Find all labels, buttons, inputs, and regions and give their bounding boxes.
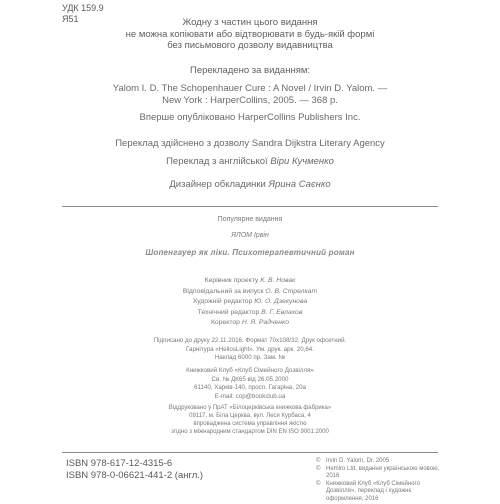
udc-code: УДК 159.9 (62, 3, 104, 13)
print-spec-line: Підписано до друку 22.11.2016. Формат 70х108/32. Друк офсетний. (153, 337, 347, 344)
publisher-line: 61140, Харків-140, просп. Гагаріна, 20а (194, 384, 306, 391)
copyright-line (316, 458, 446, 466)
credit-name: О. В. Стрелкат (265, 287, 318, 295)
credit-row (140, 318, 360, 329)
production-credits (140, 276, 360, 329)
credit-role: Відповідальний за випуск (182, 287, 264, 295)
copyright-line (316, 481, 446, 504)
translator-credit (0, 156, 500, 167)
rights-notice (0, 17, 500, 52)
publisher-line: Св. № ДК65 від 26.05.2000 (211, 375, 289, 383)
copyright-symbol: © (316, 458, 321, 464)
book-title: Шопенгауер як ліки. Психотерапевтичний роман (145, 248, 355, 257)
rights-line: Жодну з частин цього видання (182, 17, 318, 28)
printer-line: впроваджена система управління якістю (193, 421, 307, 427)
translated-from-label: Перекладено за виданням: (189, 65, 311, 76)
rights-line: без письмового дозволу видавництва (167, 40, 333, 51)
top-divider (62, 206, 438, 207)
copyright-line (316, 466, 446, 481)
credit-name: В. Г. Евлахов (261, 308, 303, 316)
publisher-email: E-mail: cop@bookclub.ua (214, 392, 286, 400)
print-spec-line: Гарнітура «HeliosLight». Ум. друк. арк. 20,64. (186, 345, 314, 353)
printer-line: 09117, м. Біла Церква, вул. Леся Курбаса, 4 (189, 413, 311, 419)
credit-role: Художній редактор (192, 298, 253, 305)
source-edition (0, 83, 500, 107)
designer-name: Ярина Саєнко (268, 179, 331, 190)
copyright-block (316, 458, 446, 504)
credit-row (140, 297, 360, 308)
printer-line: Віддруковано у ПрАТ «Білоцерківська книжкова фабрика» (168, 405, 332, 411)
designer-credit (0, 179, 500, 190)
isbn-block (66, 458, 203, 482)
copyright-text: Книжковий Клуб «Клуб Сімейного Дозвілля», переклад і художнє оформлення, 2016 (326, 480, 420, 502)
bbk-code: Я51 (62, 14, 79, 24)
credit-role: Технічний редактор (197, 308, 260, 316)
isbn-ukrainian: ISBN 978-617-12-4315-6 (66, 458, 173, 469)
printer-info (0, 404, 500, 436)
translation-permission: Переклад здійснено з дозволу Sandra Dijkstra Literary Agency (115, 138, 385, 149)
translator-label: Переклад з англійської (166, 156, 268, 167)
credit-name: К. В. Новак (260, 277, 296, 284)
credit-row (140, 287, 360, 298)
credit-name: Н. Я. Радченко (241, 319, 290, 326)
copyright-symbol: © (316, 465, 321, 472)
source-line: Yalom I. D. The Schopenhauer Cure : A Novel / Irvin D. Yalom. — (112, 83, 388, 94)
author-name: ЯЛОМ Ірвін (231, 232, 269, 239)
publisher-line: Книжковий Клуб «Клуб Сімейного Дозвілля» (186, 367, 314, 374)
copyright-text: Irvin D. Yalom, Dr. 2005 (326, 458, 390, 464)
publisher-info (0, 367, 500, 401)
rights-line: не можна копіювати або відтворювати в будь-якій формі (125, 28, 375, 40)
print-spec-line: Наклад 6000 пр. Зам. № (214, 354, 286, 361)
translator-name: Віри Кучменко (270, 156, 334, 167)
printer-line: згідно з міжнародним стандартом DIN EN ISO 9001:2000 (171, 429, 329, 435)
credit-name: Ю. О. Дзекунова (254, 298, 308, 305)
credit-role: Коректор (210, 319, 240, 326)
copyright-symbol: © (316, 480, 321, 487)
print-specs (0, 337, 500, 363)
series-label: Популярне видання (217, 216, 283, 223)
designer-label: Дизайнер обкладинки (169, 179, 266, 190)
bottom-divider (62, 452, 438, 453)
credit-role: Керівник проекту (204, 277, 259, 284)
copyright-text: Hemiro Ltd, видання українською мовою, 2016 (326, 465, 440, 480)
isbn-english: ISBN 978-0-06621-441-2 (англ.) (66, 470, 204, 481)
credit-row (140, 308, 360, 319)
source-line: New York : HarperCollins, 2005. — 368 p. (162, 95, 338, 106)
first-published: Вперше опубліковано HarperCollins Publishers Inc. (139, 112, 361, 123)
credit-row (140, 276, 360, 287)
